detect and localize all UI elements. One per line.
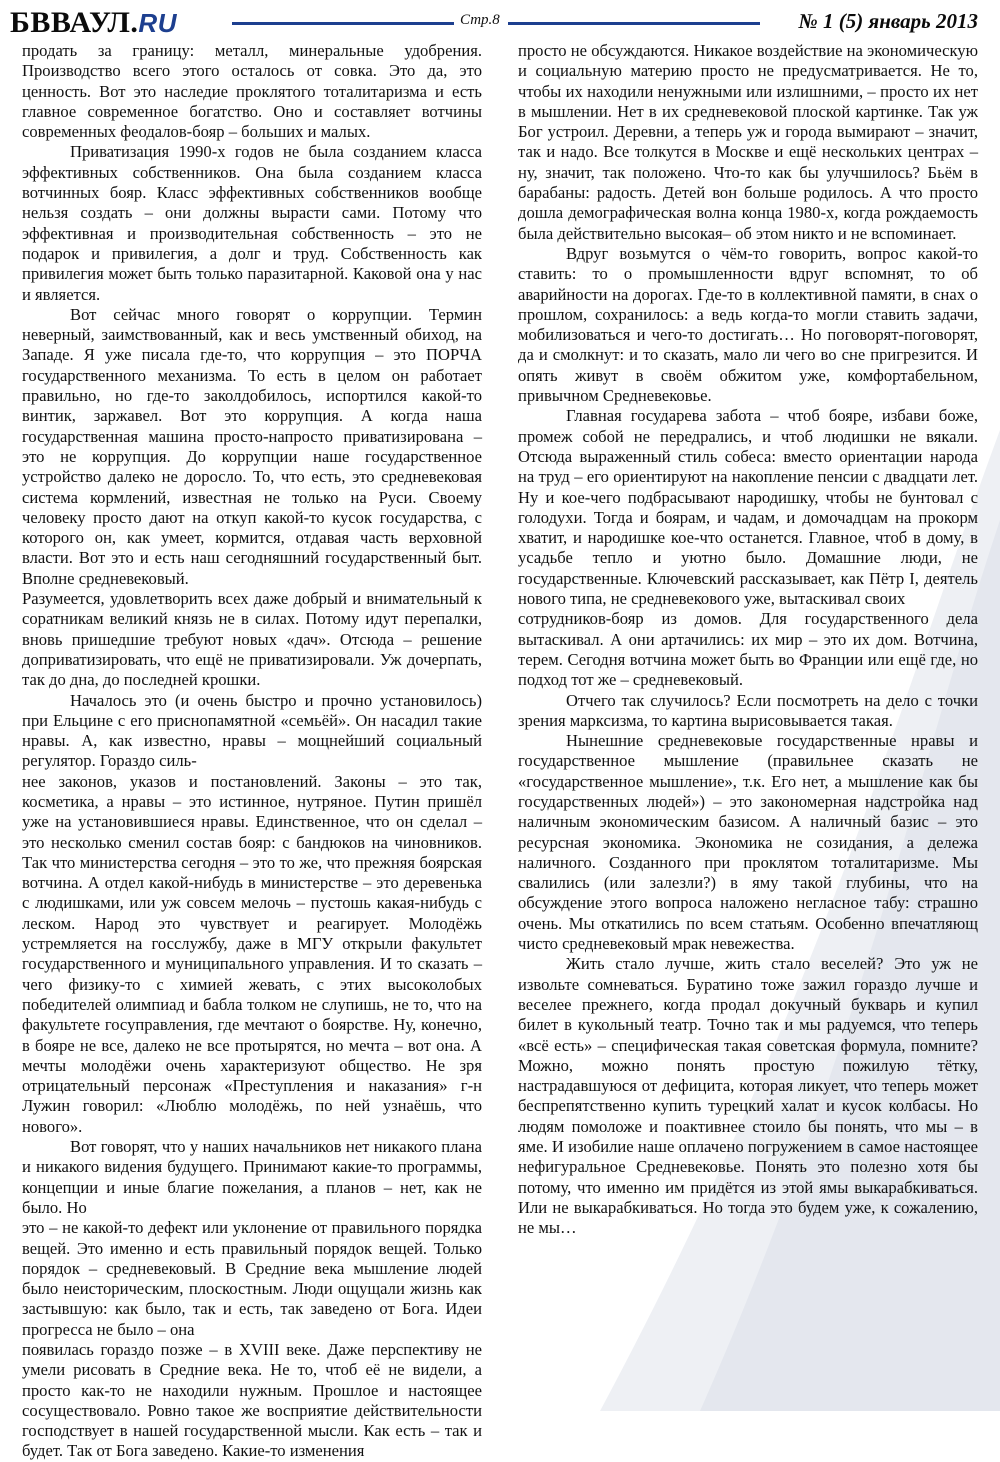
article-paragraph: сотрудников-бояр из домов. Для государственного дела вытаскивал. А они артачились: их мир – это их дом. Вотчина, терем. Сегодня вотчина может быть во Франции или ещё где, но подход тот же – средневековый.: [518, 609, 978, 690]
article-paragraph: Вот сейчас много говорят о коррупции. Термин неверный, заимствованный, как и весь умственный обиход, на Западе. Я уже писала где-то, что коррупция – это ПОРЧА государственного механизма. То есть в целом он работает правильно, но где-то заколдобилось, испортился какой-то винтик, заржавел. Вот это коррупция. А когда наша государственная машина просто-напросто приватизирована – это не коррупция. До коррупции наше государственное устройство далеко не доросло. То, что есть, это средневековая система кормлений, известная не только на Руси. Своему человеку просто дают на откуп какой-то кусок государства, с которого он, как умеет, кормится, отдавая часть верховной власти. Вот это и есть наш сегодняшний государственный быт. Вполне средневековый.: [22, 304, 482, 588]
article-column-left: [22, 41, 482, 1462]
masthead-domain: RU: [138, 8, 177, 38]
page-header: [0, 0, 1000, 44]
article-paragraph: это – не какой-то дефект или уклонение от правильного порядка вещей. Это именно и есть правильный порядок вещей. Только порядок – средневековый. В Средние века мышление людей было неисторическим, плоскостным. Люди ощущали жизнь как застывшую: как было, так и есть, так заведено от Бога. Идеи прогресса не было – она: [22, 1218, 482, 1339]
header-rule-right: [508, 22, 760, 25]
article-paragraph: Приватизация 1990-х годов не была созданием класса эффективных собственников. Она была созданием класса вотчинных бояр. Класс эффективных собственников вообще нельзя создать – они должны вырасти сами. Потому что эффективная и производительная собственность – это не подарок и привилегия, а долг и труд. Собственность как привилегия может быть только паразитарной. Каковой она у нас и является.: [22, 142, 482, 304]
article-paragraph: Отчего так случилось? Если посмотреть на дело с точки зрения марксизма, то картина вырисовывается такая.: [518, 690, 978, 730]
article-paragraph: Жить стало лучше, жить стало веселей? Это уж не извольте сомневаться. Буратино тоже зажил гораздо лучше и веселее прежнего, когда продал докучный букварь и купил билет в кукольный театр. Точно так и мы радуемся, что теперь «всё есть» – специфическая такая советская формула, помните? Можно, можно понять простую пожилую тётку, настрадавшуюся от дефицита, которая ликует, что теперь может беспрепятственно купить турецкий халат и кусок колбасы. Но людям помоложе и поактивнее стоило бы понять, что мы – в яме. И изобилие наше оплачено погружением в самое настоящее нефигуральное Средневековье. Понять это полезно хотя бы потому, что именно им придётся из этой ямы выкарабкиваться. Или не выкарабкиваться. Но тогда это будем уже, к сожалению, не мы…: [518, 954, 978, 1238]
header-rule-left: [232, 22, 454, 25]
article-paragraph: Вот говорят, что у наших начальников нет никакого плана и никакого видения будущего. Принимают какие-то программы, концепции и иные благие пожелания, а планов – нет, как не было. Но: [22, 1137, 482, 1217]
article-paragraph: продать за границу: металл, минеральные удобрения. Производство всего этого осталось от совка. Это да, это ценность. Вот это наследие проклятого тоталитаризма и есть главное современное богатство. Оно и составляет вотчины современных феодалов-бояр – больших и малых.: [22, 41, 482, 142]
article-paragraph: просто не обсуждаются. Никакое воздействие на экономическую и социальную материю просто не предусматривается. Не то, чтобы их находили ненужными или излишними, – просто их нет в мышлении. Нет в их средневековой плоской картинке. Так уж Бог устроил. Деревни, а теперь уж и города вымирают – значит, так и надо. Все толкутся в Москве и ещё нескольких центрах – ну, значит, так положено. Что-то как бы улучшилось? Бьём в барабаны: радость. Детей вон больше родилось. А что просто дошла демографическая волна конца 1980-х, когда рождаемость была действительно высокая– об этом никто и не вспоминает.: [518, 41, 978, 243]
masthead-title: БВВАУЛ.: [10, 6, 139, 39]
masthead-logo: [10, 6, 177, 40]
article-paragraph: появилась гораздо позже – в XVIII веке. Даже перспективу не умели рисовать в Средние века. Не то, чтоб её не видели, а просто как-то не находили нужным. Прошлое и настоящее сосуществовало. Ровно такое же восприятие действительности господствует в нашей государственной мысли. Как есть – так и будет. Так от Бога заведено. Какие-то изменения: [22, 1340, 482, 1461]
page-number: Стр.8: [460, 12, 500, 28]
article-paragraph: Главная государева забота – чтоб бояре, избави боже, промеж собой не передрались, и чтоб людишки не вякали. Отсюда выраженный стиль собеса: вместо ориентации народа на труд – его ориентируют на накопление пенсии с двадцати лет. Ну и кое-чего подбрасывают народишку, чтобы не бунтовал с голодухи. Тогда и боярам, и чадам, и домочадцам на прокорм хватит, и народишке кое-что останется. Главное, чтоб в дому, в усадьбе тепло и уютно было. Домашние люди, не государственные. Ключевский рассказывает, как Пётр I, деятель нового типа, не средневекового уже, вытаскивал своих: [518, 406, 978, 609]
article-paragraph: Началось это (и очень быстро и прочно установилось) при Ельцине с его приснопамятной «семьёй». Он насадил такие нравы. А, как известно, нравы – мощнейший социальный регулятор. Гораздо силь-: [22, 690, 482, 771]
issue-label: № 1 (5) январь 2013: [798, 9, 978, 33]
article-column-right: [518, 41, 978, 1239]
article-paragraph: Нынешние средневековые государственные нравы и государственное мышление (правильнее сказать не «государственное мышление», т.к. Его нет, а мышление как бы государственных людей») – это закономерная надстройка над наличным экономическим базисом. А наличный базис – это ресурсная экономика. Экономика не созидания, а дележа наличного. Созданного при проклятом тоталитаризме. Мы свалились (или залезли?) в яму такой глубины, что на обсуждение этого вопроса наложено негласное табу: страшно очень. Мы откатились по всем статьям. Особенно впечатляющ чисто средневековый мрак невежества.: [518, 731, 978, 954]
article-paragraph: Разумеется, удовлетворить всех даже добрый и внимательный к соратникам великий князь не в силах. Потому идут перепалки, вновь пришедшие требуют новых «дач». Отсюда – решение доприватизировать, что ещё не приватизировали. Уж дочерпать, так до дна, до последней крошки.: [22, 589, 482, 690]
article-paragraph: Вдруг возьмутся о чём-то говорить, вопрос какой-то ставить: то о промышленности вдруг вспомнят, то об аварийности на дорогах. Где-то в коллективной памяти, в снах о прошлом, сохранилось: а ведь когда-то могли ставить задачи, мобилизоваться и чего-то достигать… Но поговорят-поговорят, да и смолкнут: и то сказать, мало ли чего во сне пригрезится. И опять живут в своём обжитом уже, комфортабельном, привычном Средневековье.: [518, 243, 978, 406]
article-paragraph: нее законов, указов и постановлений. Законы – это так, косметика, а нравы – это истинное, нутряное. Путин пришёл уже на установившиеся нравы. Единственное, что он сделал – это несколько сменил состав бояр: с бандюков на чиновников. Так что министерства сегодня – это то же, что прежняя боярская вотчина. А отдел какой-нибудь в министерстве – это деревенька с людишками, или уж совсем мелочь – пустошь какая-нибудь с леском. Народ это чувствует и реагирует. Молодёжь устремляется на госслужбу, даже в МГУ открыли факультет государственного и муниципального управления. И то сказать – чего физику-то с химией жевать, с этих высоколобых победителей олимпиад и бабла толком не слупишь, не то, что на факультете госуправления, где мечтают о боярстве. Ну, конечно, в бояре не все, далеко не все протырятся, но мечта – вот она. А мечты молодёжи очень характеризуют общество. Не зря отрицательный персонаж «Преступления и наказания» г-н Лужин говорил: «Люблю молодёжь, по ней узнаёшь, что нового».: [22, 771, 482, 1136]
